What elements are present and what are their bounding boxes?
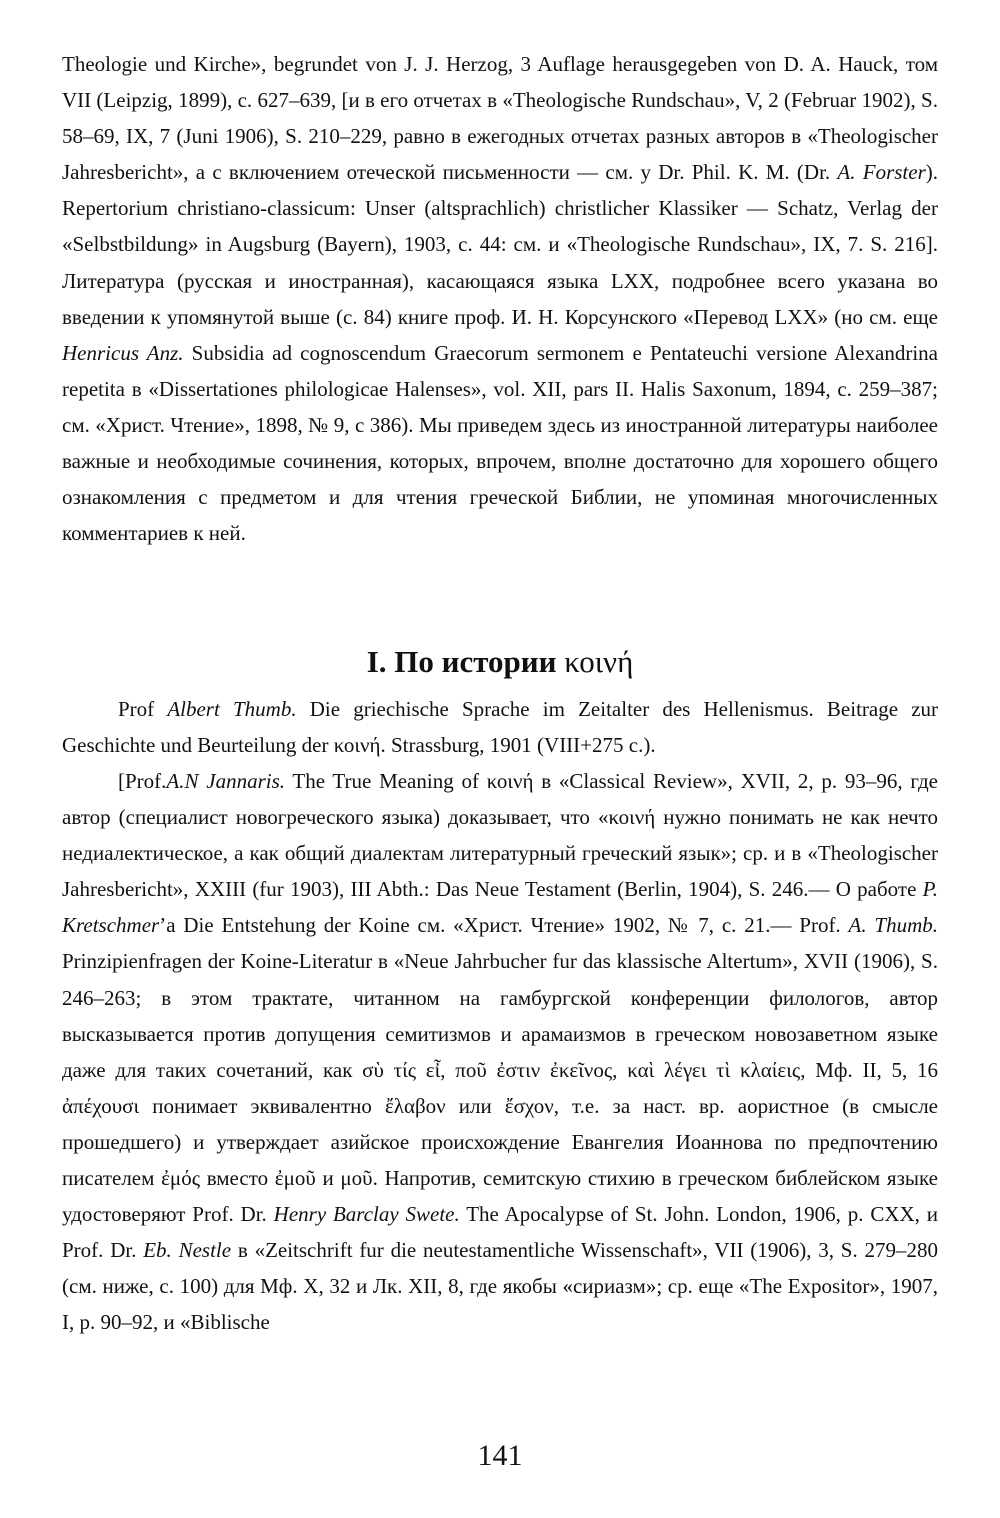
section-heading-prefix: I. По истории — [366, 644, 557, 679]
intro-text-1: Theologie und Kirche», begrundet von J. J. Herzog, 3 Auflage herausgegeben von D. A. Hauck, том VII (Leipzig, 1899), с. 627–639, [и в его отчетах в «Theologische Rundschau», V, 2 (Februar 1902), S. 58–69, IX, 7 (Juni 1906), S. 210–229, равно в ежегодных отчетах разных авторов в «Theologischer Jahresbericht», а с включением отеческой письменности — см. у Dr. Phil. K. M. (Dr. — [62, 52, 938, 185]
author-kretschmer: P. Kretschmer — [62, 877, 938, 938]
bibliography-entry-jannaris — [62, 763, 938, 1341]
author-jannaris: A.N Jannaris. — [166, 769, 286, 793]
section-heading-greek: κοινή — [564, 644, 634, 679]
intro-text-3: Subsidia ad cognoscendum Graecorum sermonem e Pentateuchi versione Alexandrina repetita в «Dissertationes philologicae Halenses», vol. XII, pars II. Halis Saxonum, 1894, с. 259–387; см. «Христ. Чтение», 1898, № 9, с 386). Мы приведем здесь из иностранной литературы наиболее важные и необходимые сочинения, которых, впрочем, вполне достаточно для хорошего общего ознакомления с предметом и для чтения греческой Библии, не упоминая многочисленных комментариев к ней. — [62, 340, 939, 546]
bibliography-entry-thumb — [62, 691, 938, 763]
entry-text-1: The True Meaning of κοινή в «Classical Review», XVII, 2, p. 93–96, где автор (специалист новогреческого языка) доказывает, что «κοινή нужно понимать не как нечто недиалектическое, а как общий диалектам литературный греческий язык»; ср. и в «Theologischer Jahresbericht», XXIII (fur 1903), III Abth.: Das Neue Testament (Berlin, 1904), S. 246.— О работе — [62, 769, 938, 902]
author-forster: A. Forster — [837, 160, 926, 185]
author-anz: Henricus Anz. — [62, 340, 184, 365]
section-heading — [62, 640, 938, 684]
intro-paragraph — [62, 46, 938, 551]
author-albert-thumb: Albert Thumb. — [167, 697, 297, 721]
entry-text-2: ’а Die Entstehung der Koine см. «Христ. Чтение» 1902, № 7, с. 21.— Prof. — [159, 913, 841, 938]
author-a-thumb: A. Thumb. — [848, 913, 938, 938]
page-number: 141 — [477, 1439, 523, 1472]
entry-text-4: The Apocalypse of St. John. London, 1906, p. CXX, и Prof. Dr. — [62, 1202, 938, 1263]
entry-text-5: в «Zeitschrift fur die neutestamentliche Wissenschaft», VII (1906), 3, S. 279–280 (см. ниже, с. 100) для Мф. X, 32 и Лк. XII, 8, где якобы «сириазм»; ср. еще «The Expositor», 1907, I, p. 90–92, и «Biblische — [62, 1238, 938, 1335]
entry-prefix: [Prof. — [118, 769, 167, 793]
author-nestle: Eb. Nestle — [143, 1238, 232, 1263]
intro-text-2: ). Repertorium christiano-classicum: Unser (altsprachlich) christlicher Klassiker — Schatz, Verlag der «Selbstbildung» in Augsburg (Bayern), 1903, с. 44: см. и «Theologische Rundschau», IX, 7. S. 216]. Литература (русская и иностранная), касающаяся языка LXX, подробнее всего указана во введении к упомянутой выше (с. 84) книге проф. И. Н. Корсунского «Перевод LXX» (но см. еще — [62, 160, 938, 329]
entry-text-3: Prinzipienfragen der Koine-Literatur в «Neue Jahrbucher fur das klassische Altertum», XVII (1906), S. 246–263; в этом трактате, читанном на гамбургской конференции филологов, автор высказывается против допущения семитизмов и арамаизмов в греческом новозаветном языке даже для таких сочетаний, как σὺ τίς εἶ, ποῦ ἐστιν ἐκεῖνος, καὶ λέγει τὶ κλαίεις, Мф. II, 5, 16 ἀπέχουσι понимает эквивалентно ἔλαβον или ἔσχον, т.е. за наст. вр. аористное (в смысле прошедшего) и утверждает азийское происхождение Евангелия Иоаннова по предпочтению писателем ἐμός вместо ἐμοῦ и μοῦ. Напротив, семитскую стихию в греческом библейском языке удостоверяют Prof. Dr. — [62, 949, 938, 1227]
author-swete: Henry Barclay Swete. — [273, 1202, 460, 1227]
entry-text: Die griechische Sprache im Zeitalter des Hellenismus. Beitrage zur Geschichte und Beurteilung der κοινή. Strassburg, 1901 (VIII+275 с.). — [62, 697, 939, 758]
entry-prefix: Prof — [118, 697, 155, 721]
